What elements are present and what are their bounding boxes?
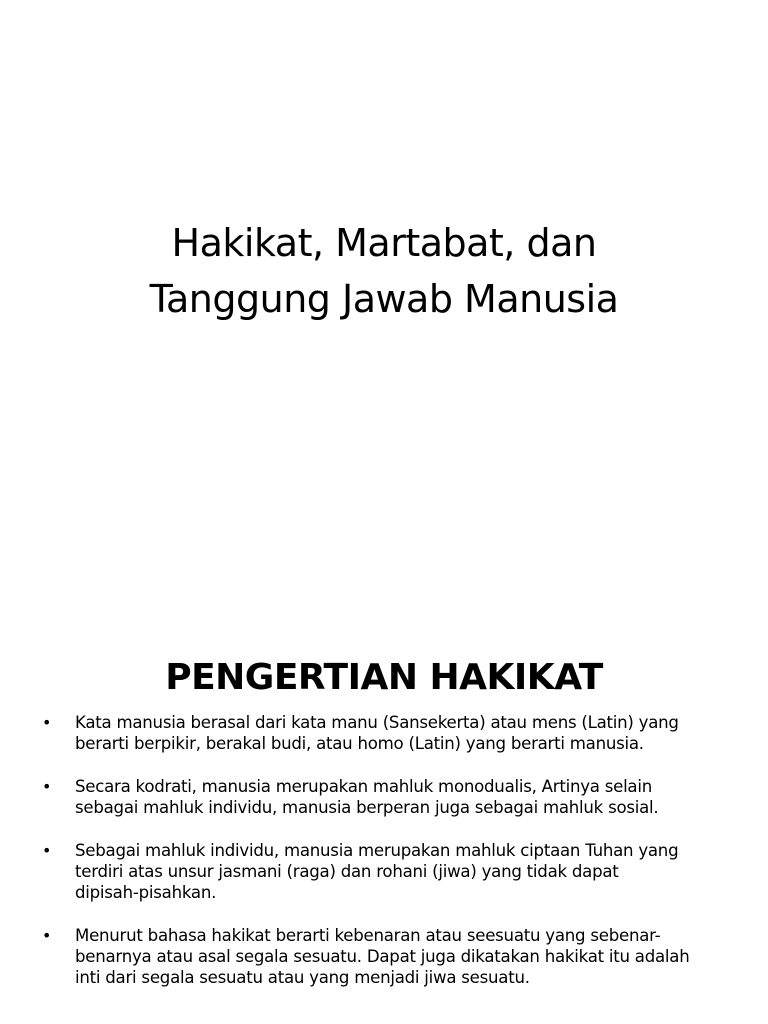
bullet-4-line-1: Menurut bahasa hakikat berarti kebenaran atau seesuatu yang sebenar- <box>75 926 661 945</box>
slide-title <box>0 215 768 327</box>
bullet-3-line-1: Sebagai mahluk individu, manusia merupakan mahluk ciptaan Tuhan yang <box>75 841 679 860</box>
bullet-item-4 <box>38 925 738 988</box>
bullet-dot-icon: • <box>42 713 52 732</box>
section-heading: PENGERTIAN HAKIKAT <box>165 656 603 698</box>
bullet-item-2 <box>38 776 738 818</box>
slide-title-line-2: Tanggung Jawab Manusia <box>149 277 619 322</box>
bullet-list <box>38 712 738 1010</box>
bullet-2-line-2: sebagai mahluk individu, manusia berperan juga sebagai mahluk sosial. <box>75 798 659 817</box>
content-slide <box>0 576 768 1024</box>
bullet-4-line-3: inti dari segala sesuatu atau yang menjadi jiwa sesuatu. <box>75 968 530 987</box>
bullet-1-line-1: Kata manusia berasal dari kata manu (Sansekerta) atau mens (Latin) yang <box>75 713 679 732</box>
bullet-item-1 <box>38 712 738 754</box>
bullet-dot-icon: • <box>42 926 52 945</box>
bullet-dot-icon: • <box>42 777 52 796</box>
bullet-3-line-2: terdiri atas unsur jasmani (raga) dan rohani (jiwa) yang tidak dapat <box>75 862 619 881</box>
bullet-dot-icon: • <box>42 841 52 860</box>
bullet-2-line-1: Secara kodrati, manusia merupakan mahluk monodualis, Artinya selain <box>75 777 652 796</box>
bullet-item-3 <box>38 840 738 903</box>
bullet-4-line-2: benarnya atau asal segala sesuatu. Dapat juga dikatakan hakikat itu adalah <box>75 947 690 966</box>
bullet-3-line-3: dipisah-pisahkan. <box>75 883 217 902</box>
slide-title-line-1: Hakikat, Martabat, dan <box>171 221 597 266</box>
bullet-1-line-2: berarti berpikir, berakal budi, atau homo (Latin) yang berarti manusia. <box>75 734 644 753</box>
